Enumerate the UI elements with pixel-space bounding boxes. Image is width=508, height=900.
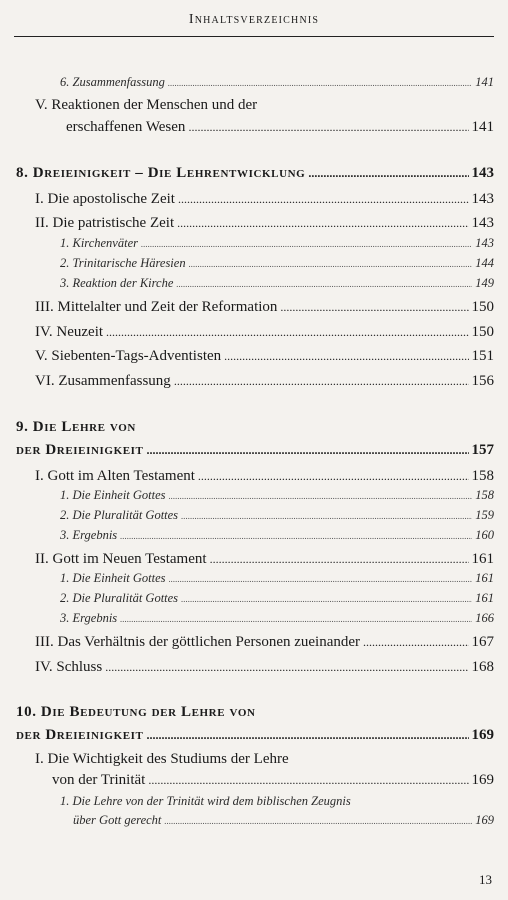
toc-entry-page: 149 xyxy=(475,276,494,290)
toc-entry-title: III. Das Verhältnis der göttlichen Personen zueinander xyxy=(35,634,361,650)
leader-dots xyxy=(181,508,472,523)
leader-dots xyxy=(177,215,468,232)
toc-entry[interactable] xyxy=(60,276,494,291)
toc-entry-page: 161 xyxy=(471,551,494,567)
toc-entry-page: 160 xyxy=(475,528,494,542)
toc-entry[interactable] xyxy=(35,348,494,365)
toc-entry-title: IV. Neuzeit xyxy=(35,324,104,340)
chapter-title: 8. Dreieinigkeit – Die Lehrentwicklung xyxy=(16,165,306,181)
toc-entry-page: 143 xyxy=(475,236,494,250)
toc-entry[interactable] xyxy=(35,215,494,232)
toc-entry[interactable] xyxy=(35,551,494,568)
toc-entry-page: 156 xyxy=(471,373,494,389)
leader-dots xyxy=(106,324,468,341)
toc-entry-title: IV. Schluss xyxy=(35,659,103,675)
toc-entry-page: 150 xyxy=(471,324,494,340)
toc-entry-title-line: 1. Die Lehre von der Trinität wird dem biblischen Zeugnis xyxy=(60,794,351,808)
toc-entry[interactable] xyxy=(60,611,494,626)
toc-entry-title: erschaffenen Wesen xyxy=(66,119,186,135)
toc-entry-title: II. Die patristische Zeit xyxy=(35,215,175,231)
toc-entry-title: 1. Die Einheit Gottes xyxy=(60,571,166,585)
toc-entry-title: III. Mittelalter und Zeit der Reformation xyxy=(35,299,278,315)
leader-dots xyxy=(181,591,472,606)
toc-entry[interactable] xyxy=(60,256,494,271)
toc-entry[interactable] xyxy=(66,119,494,136)
chapter-title: der Dreieinigkeit xyxy=(16,442,144,458)
chapter-page: 143 xyxy=(471,165,494,181)
toc-entry-title-line: V. Reaktionen der Menschen und der xyxy=(35,97,258,113)
toc-entry-title: von der Trinität xyxy=(52,772,146,788)
toc-entry[interactable] xyxy=(35,659,494,676)
toc-entry-title: 3. Reaktion der Kirche xyxy=(60,276,174,290)
toc-entry[interactable] xyxy=(60,591,494,606)
toc-entry-page: 166 xyxy=(475,611,494,625)
leader-dots xyxy=(148,772,468,789)
leader-dots xyxy=(141,236,472,251)
chapter-title-line: 10. Die Bedeutung der Lehre von xyxy=(16,704,256,720)
chapter-title: der Dreieinigkeit xyxy=(16,727,144,743)
leader-dots xyxy=(178,191,469,208)
toc-chapter-8[interactable] xyxy=(16,165,494,182)
toc-entry[interactable] xyxy=(35,324,494,341)
toc-entry-title: 3. Ergebnis xyxy=(60,528,118,542)
toc-entry-title: VI. Zusammenfassung xyxy=(35,373,171,389)
chapter-title-line: 9. Die Lehre von xyxy=(16,419,136,435)
toc-entry-page: 169 xyxy=(471,772,494,788)
leader-dots xyxy=(189,256,473,271)
toc-entry-page: 168 xyxy=(471,659,494,675)
leader-dots xyxy=(198,468,469,485)
leader-dots xyxy=(105,659,468,676)
toc-chapter-10[interactable] xyxy=(16,727,494,744)
toc-entry[interactable] xyxy=(35,191,494,208)
toc-entry[interactable] xyxy=(35,468,494,485)
toc-entry-page: 158 xyxy=(475,488,494,502)
leader-dots xyxy=(210,551,469,568)
toc-entry[interactable] xyxy=(52,772,494,789)
toc-entry-title: V. Siebenten-Tags-Adventisten xyxy=(35,348,222,364)
toc-entry-title: 1. Kirchenväter xyxy=(60,236,138,250)
toc-entry[interactable] xyxy=(60,236,494,251)
toc-entry-title: 6. Zusammenfassung xyxy=(60,75,165,89)
toc-entry-page: 144 xyxy=(475,256,494,270)
toc-entry-title: 1. Die Einheit Gottes xyxy=(60,488,166,502)
leader-dots xyxy=(363,634,468,651)
toc-entry-page: 159 xyxy=(475,508,494,522)
toc-entry-page: 169 xyxy=(475,813,494,827)
toc-entry-title: I. Die apostolische Zeit xyxy=(35,191,175,207)
toc-chapter-9[interactable] xyxy=(16,442,494,459)
toc-entry-title: 2. Trinitarische Häresien xyxy=(60,256,186,270)
toc-entry-title: über Gott gerecht xyxy=(73,813,162,827)
toc-entry[interactable] xyxy=(35,299,494,316)
toc-entry-page: 158 xyxy=(471,468,494,484)
leader-dots xyxy=(120,528,472,543)
toc-entry-page: 167 xyxy=(471,634,494,650)
leader-dots xyxy=(280,299,468,316)
leader-dots xyxy=(176,276,472,291)
page-number: 13 xyxy=(479,872,492,887)
toc-entry-title: 2. Die Pluralität Gottes xyxy=(60,508,179,522)
toc-entry-page: 143 xyxy=(471,191,494,207)
toc-entry-title: 3. Ergebnis xyxy=(60,611,118,625)
toc-entry-page: 161 xyxy=(475,571,494,585)
leader-dots xyxy=(169,488,473,503)
toc-entry[interactable] xyxy=(35,634,494,651)
chapter-page: 157 xyxy=(471,442,494,458)
leader-dots xyxy=(168,75,472,90)
leader-dots xyxy=(146,442,468,459)
leader-dots xyxy=(120,611,472,626)
leader-dots xyxy=(308,165,468,182)
toc-entry-page: 143 xyxy=(471,215,494,231)
toc-entry[interactable] xyxy=(60,528,494,543)
leader-dots xyxy=(164,813,472,828)
toc-entry-title-line: I. Die Wichtigkeit des Studiums der Lehre xyxy=(35,751,289,767)
toc-entry-page: 141 xyxy=(471,119,494,135)
leader-dots xyxy=(224,348,468,365)
chapter-page: 169 xyxy=(471,727,494,743)
toc-entry-page: 150 xyxy=(471,299,494,315)
leader-dots xyxy=(174,373,469,390)
toc-entry-title: I. Gott im Alten Testament xyxy=(35,468,195,484)
leader-dots xyxy=(169,571,473,586)
toc-entry[interactable] xyxy=(60,508,494,523)
toc-entry[interactable] xyxy=(35,373,494,390)
running-head: Inhaltsverzeichnis xyxy=(188,12,320,27)
leader-dots xyxy=(188,119,468,136)
toc-entry[interactable] xyxy=(60,488,494,503)
toc-entry-page: 161 xyxy=(475,591,494,605)
toc-entry-page: 141 xyxy=(475,75,494,89)
toc-entry[interactable] xyxy=(73,813,494,828)
toc-entry-page: 151 xyxy=(471,348,494,364)
header-rule xyxy=(14,36,494,37)
toc-entry[interactable] xyxy=(60,571,494,586)
toc-entry-title: 2. Die Pluralität Gottes xyxy=(60,591,179,605)
toc-entry[interactable] xyxy=(60,75,494,90)
toc-entry-title: II. Gott im Neuen Testament xyxy=(35,551,207,567)
leader-dots xyxy=(146,727,468,744)
